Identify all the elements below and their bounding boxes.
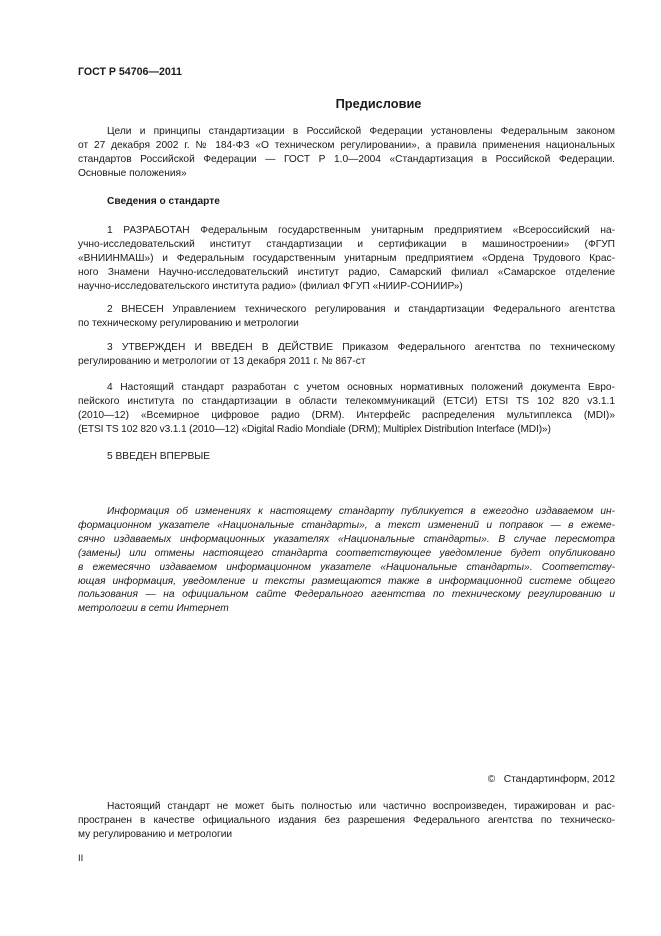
page-number: II xyxy=(78,853,84,864)
intro-paragraph xyxy=(78,125,615,181)
item-line: пейского института по стандартизации в области телекоммуникаций (ЕТСИ) ETSI TS 102 820 v3.1.1 xyxy=(78,395,615,407)
item-3 xyxy=(78,341,615,369)
reproduction-line: Настоящий стандарт не может быть полностью или частично воспроизведен, тиражирован и рас- xyxy=(107,801,615,812)
notice-line: (замены) или отмены настоящего стандарта соответствующее уведомление будет опубликовано xyxy=(78,547,615,559)
intro-line: стандартов Российской Федерации — ГОСТ Р 1.0—2004 «Стандартизация в Российской Федерации. xyxy=(78,153,615,165)
copyright: © Стандартинформ, 2012 xyxy=(487,774,615,785)
notice-line: в ежемесячно издаваемом информационном указателе «Национальные стандарты». Соответству- xyxy=(78,561,615,573)
reproduction-line: му регулированию и метрологии xyxy=(78,828,233,840)
item-line: (2010—12) «Всемирное цифровое радио (DRM). Интерфейс распределения мультиплекса (MDI)» xyxy=(78,409,615,421)
item-4 xyxy=(78,381,615,437)
reproduction-paragraph xyxy=(78,800,615,842)
item-line: по техническому регулированию и метрологии xyxy=(78,317,299,329)
item-line: ного Знамени Научно-исследовательский институт радио, Самарский филиал «Самарское отделение xyxy=(78,266,615,278)
notice-line: метрологии в сети Интернет xyxy=(78,603,229,615)
item-line: 2 ВНЕСЕН Управлением технического регулирования и стандартизации Федерального агентства xyxy=(107,304,615,315)
notice-line: ющая информация, уведомление и тексты размещаются также в информационной системе общего xyxy=(78,575,615,587)
notice-line: сячно издаваемых информационных указателях «Национальные стандарты». В случае пересмотра xyxy=(78,533,615,545)
item-line: регулированию и метрологии от 13 декабря 2011 г. № 867-ст xyxy=(78,355,366,367)
item-line: (ETSI TS 102 820 v3.1.1 (2010—12) «Digital Radio Mondiale (DRM); Multiplex Distribution Interface (MDI)») xyxy=(78,423,551,435)
notice-line: пользования — на официальном сайте Федерального агентства по техническому регулированию и xyxy=(78,589,615,601)
item-5 xyxy=(78,450,615,464)
item-line: 3 УТВЕРЖДЕН И ВВЕДЕН В ДЕЙСТВИЕ Приказом Федерального агентства по техническому xyxy=(107,342,615,353)
item-line: 1 РАЗРАБОТАН Федеральным государственным унитарным предприятием «Всероссийский на- xyxy=(107,225,615,236)
item-2 xyxy=(78,303,615,331)
item-line: научно-исследовательского института радио» (филиал ФГУП «НИИР-СОНИИР») xyxy=(78,280,463,292)
item-line: учно-исследовательский институт стандартизации и сертификации в машиностроении» (ФГУП xyxy=(78,238,615,250)
page-title: Предисловие xyxy=(335,96,422,111)
notice-line: Информация об изменениях к настоящему стандарту публикуется в ежегодно издаваемом ин- xyxy=(107,506,615,517)
item-line: 4 Настоящий стандарт разработан с учетом основных нормативных положений документа Евро- xyxy=(107,382,615,393)
notice-line: формационном указателе «Национальные стандарты», а текст изменений и поправок — в ежеме- xyxy=(78,519,615,531)
intro-line: Цели и принципы стандартизации в Российской Федерации установлены Федеральным законом xyxy=(107,126,615,137)
item-line: 5 ВВЕДЕН ВПЕРВЫЕ xyxy=(107,451,211,462)
item-1 xyxy=(78,224,615,294)
intro-line: Основные положения» xyxy=(78,167,187,179)
standard-code: ГОСТ Р 54706—2011 xyxy=(78,66,182,78)
item-line: «ВНИИНМАШ») и Федеральным государственным унитарным предприятием «Ордена Трудового Крас- xyxy=(78,252,615,264)
notice-paragraph xyxy=(78,505,615,616)
info-heading: Сведения о стандарте xyxy=(107,196,220,207)
intro-line: от 27 декабря 2002 г. № 184-ФЗ «О техническом регулировании», а правила применения национальных xyxy=(78,139,615,151)
reproduction-line: пространен в качестве официального издания без разрешения Федерального агентства по техническо- xyxy=(78,814,615,826)
